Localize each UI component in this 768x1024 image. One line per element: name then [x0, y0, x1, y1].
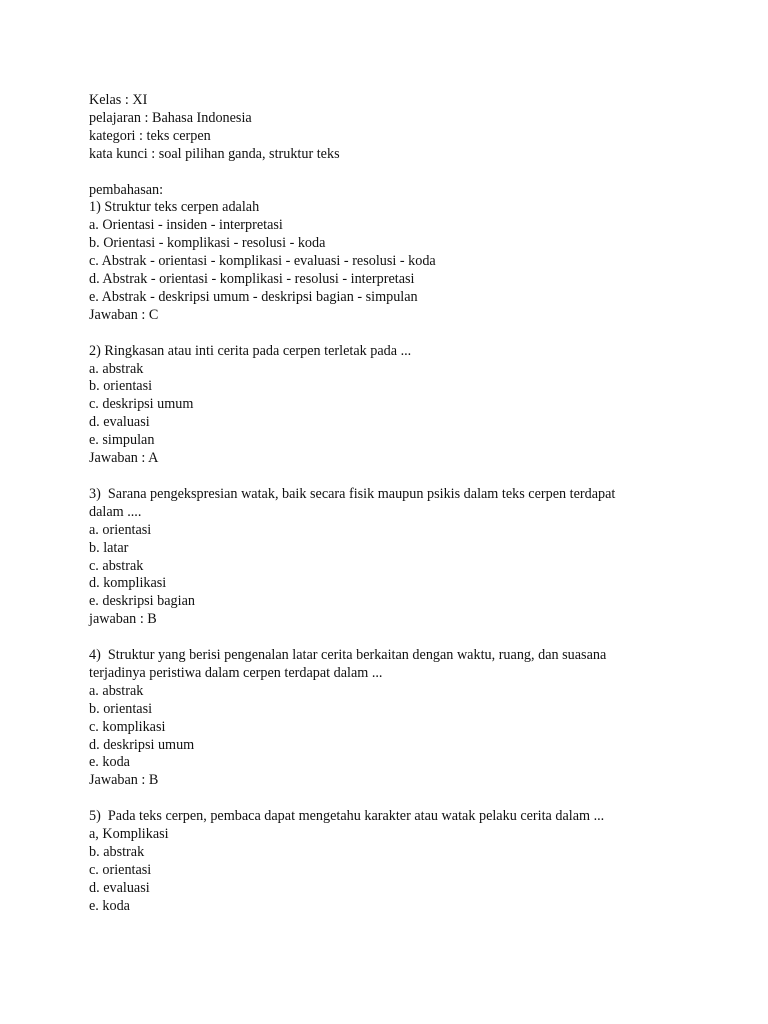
question-block-5	[89, 808, 709, 915]
kategori-line: kategori : teks cerpen	[89, 127, 211, 144]
question-text-continued: terjadinya peristiwa dalam cerpen terdapat dalam ...	[89, 664, 383, 681]
question-block-1	[89, 199, 709, 324]
answer-line: Jawaban : A	[89, 450, 159, 467]
option-d: d. deskripsi umum	[89, 736, 195, 753]
answer-line: jawaban : B	[89, 611, 157, 628]
question-text: 1) Struktur teks cerpen adalah	[89, 199, 260, 216]
option-a: a, Komplikasi	[89, 826, 169, 843]
option-d: d. evaluasi	[89, 879, 150, 896]
option-c: c. orientasi	[89, 861, 152, 878]
pelajaran-line: pelajaran : Bahasa Indonesia	[89, 109, 252, 126]
question-text: 3) Sarana pengekspresian watak, baik secara fisik maupun psikis dalam teks cerpen terdapat	[89, 485, 616, 502]
question-text: 5) Pada teks cerpen, pembaca dapat mengetahu karakter atau watak pelaku cerita dalam ...	[89, 808, 605, 825]
spacer	[89, 790, 709, 808]
option-a: a. Orientasi - insiden - interpretasi	[89, 217, 283, 234]
option-c: c. komplikasi	[89, 718, 166, 735]
question-block-3	[89, 486, 709, 629]
question-text-continued: dalam ....	[89, 503, 142, 520]
option-c: c. Abstrak - orientasi - komplikasi - evaluasi - resolusi - koda	[89, 253, 436, 270]
pembahasan-label: pembahasan:	[89, 181, 164, 198]
option-a: a. orientasi	[89, 521, 152, 538]
option-b: b. abstrak	[89, 843, 145, 860]
option-a: a. abstrak	[89, 360, 144, 377]
option-a: a. abstrak	[89, 682, 144, 699]
document-page	[89, 92, 709, 916]
answer-line: Jawaban : C	[89, 306, 159, 323]
option-e: e. koda	[89, 754, 130, 771]
question-text: 2) Ringkasan atau inti cerita pada cerpen terletak pada ...	[89, 342, 412, 359]
option-d: d. Abstrak - orientasi - komplikasi - resolusi - interpretasi	[89, 271, 415, 288]
spacer	[89, 164, 709, 182]
spacer	[89, 325, 709, 343]
question-block-2	[89, 343, 709, 468]
option-d: d. komplikasi	[89, 575, 167, 592]
option-d: d. evaluasi	[89, 414, 150, 431]
option-e: e. koda	[89, 897, 130, 914]
kelas-line: Kelas : XI	[89, 92, 148, 108]
answer-line: Jawaban : B	[89, 772, 159, 789]
option-e: e. simpulan	[89, 432, 155, 449]
option-b: b. latar	[89, 539, 129, 556]
option-e: e. Abstrak - deskripsi umum - deskripsi bagian - simpulan	[89, 288, 418, 305]
document-header	[89, 92, 709, 164]
option-e: e. deskripsi bagian	[89, 593, 195, 610]
option-b: b. orientasi	[89, 700, 153, 717]
question-block-4	[89, 647, 709, 790]
spacer	[89, 468, 709, 486]
option-b: b. orientasi	[89, 378, 153, 395]
option-b: b. Orientasi - komplikasi - resolusi - koda	[89, 235, 326, 252]
option-c: c. abstrak	[89, 557, 144, 574]
kata-kunci-line: kata kunci : soal pilihan ganda, struktur teks	[89, 145, 340, 162]
spacer	[89, 629, 709, 647]
option-c: c. deskripsi umum	[89, 396, 194, 413]
question-text: 4) Struktur yang berisi pengenalan latar cerita berkaitan dengan waktu, ruang, dan suasana	[89, 647, 607, 664]
